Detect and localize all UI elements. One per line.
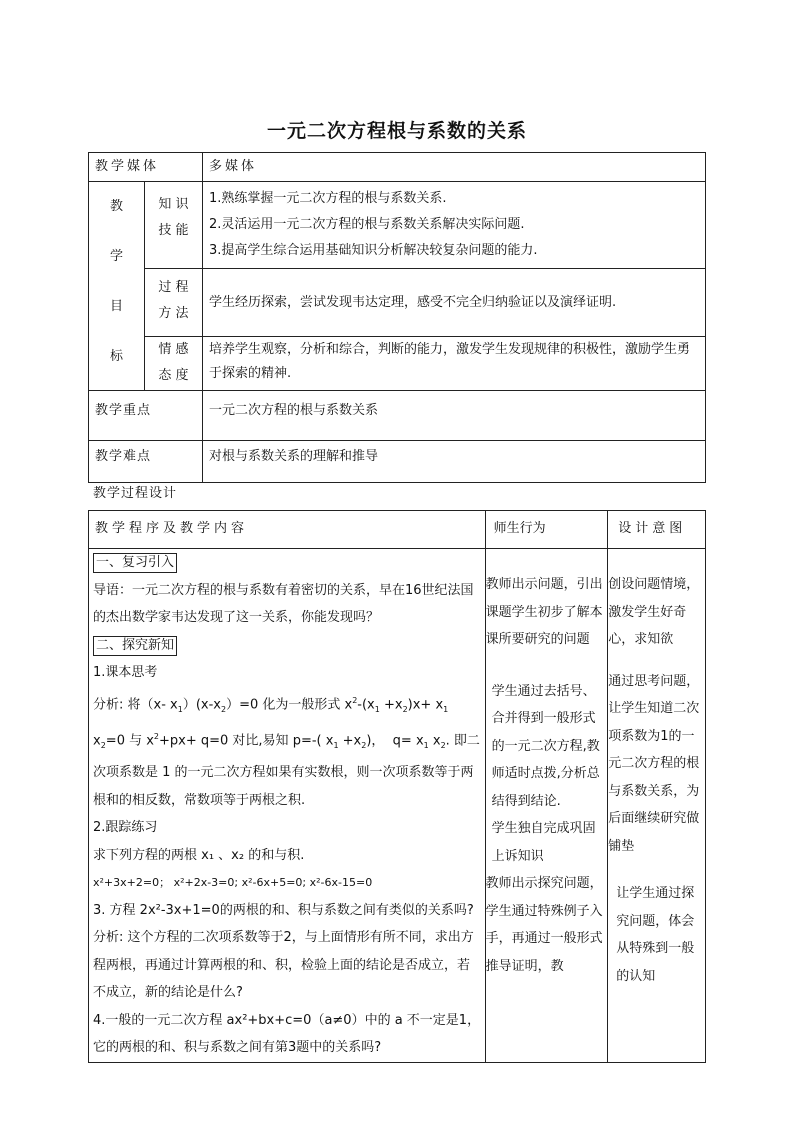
goals-char: 教 [109,199,123,214]
key-text: 一元二次方程的根与系数关系 [209,403,379,418]
process-table [88,510,706,1063]
goals-label-cell [89,182,145,391]
knowledge-item: 2.灵活运用一元二次方程的根与系数关系解决实际问题. [209,217,525,232]
media-label: 教学媒体 [95,159,160,174]
header-intent-cell [608,511,706,549]
difficulty-text: 对根与系数关系的理解和推导 [209,449,379,464]
goals-char: 目 [109,299,123,314]
goals-table [88,152,706,483]
difficulty-text-cell [203,441,706,483]
process-caption: 教学过程设计 [93,486,178,501]
key-label: 教学重点 [95,403,152,418]
knowledge-items-cell [203,182,706,269]
process-text-cell [203,269,706,337]
item1-analysis: 分析: 将（x- $x_1)(x-x_2)=0$ 化为一般形式 $x^2-(x_1 +x_2)x+ x_1$ $x_2=0$ 与 $x^2+px+ q=0$ 对比,易知 p=-( $x_1 +x_2$)， $q= x_1$ $x_2$. 即二次项系数是 1 的一元二次方程如果有实数根，则一次项系数等于两根和的相反数，常数项等于两根之积. [93,695,480,808]
header-behavior: 师生行为 [493,521,546,536]
header-content-cell [89,511,486,549]
item2-title: 2.跟踪练习 [93,820,158,836]
difficulty-label: 教学难点 [95,449,152,464]
knowledge-item: 1.熟练掌握一元二次方程的根与系数关系. [209,191,447,206]
item2-equations: x²+3x+2=0； x²+2x-3=0; x²-6x+5=0; x²-6x-15=0 [93,876,373,890]
media-label-cell [89,153,203,182]
emotion-text-cell [203,337,706,391]
process-text: 学生经历探索，尝试发现韦达定理，感受不完全归纳验证以及演绎证明. [209,294,617,310]
intent-cell [608,549,706,1063]
knowledge-item: 3.提高学生综合运用基础知识分析解决较复杂问题的能力. [209,243,538,258]
key-label-cell [89,391,203,441]
header-behavior-cell [485,511,608,549]
emotion-label: 态 度 [158,368,189,383]
intent-1: 创设问题情境，激发学生好奇心，求知欲 [608,577,700,647]
item2-prompt: 求下列方程的两根 x₁ 、x₂ 的和与积. [93,847,305,863]
knowledge-label: 知 识 [158,197,189,212]
process-label-cell [145,269,203,337]
behavior-2: 学生通过去括号、合并得到一般形式的一元二次方程,教师适时点拨,分析总结得到结论. [491,683,600,809]
item1-title: 1.课本思考 [93,665,158,680]
difficulty-label-cell [89,441,203,483]
section-review-heading: 一、复习引入 [93,553,177,573]
item4-text: 4.一般的一元二次方程 ax²+bx+c=0（a≠0）中的 a 不一定是1，它的两根的和、积与系数之间有第3题中的关系吗? [93,1012,481,1056]
page-title: 一元二次方程根与系数的关系 [266,120,527,142]
header-content: 教学程序及教学内容 [95,521,249,536]
process-label: 过 程 [158,280,189,295]
behavior-1: 教师出示问题，引出课题学生初步了解本课所要研究的问题 [485,577,603,647]
goals-char: 标 [109,349,123,364]
knowledge-label: 技 能 [158,223,189,238]
item3-text: 3. 方程 2x²-3x+1=0的两根的和、积与系数之间有类似的关系吗? [93,902,474,918]
emotion-label-cell [145,337,203,391]
emotion-text: 培养学生观察，分析和综合，判断的能力，激发学生发现规律的积极性，激励学生勇于探索的精神. [209,342,691,381]
knowledge-label-cell [145,182,203,269]
section-explore-heading: 二、探究新知 [93,636,177,656]
key-text-cell [203,391,706,441]
behavior-4: 教师出示探究问题，学生通过特殊例子入手，再通过一般形式推导证明，教 [485,876,603,974]
item3-analysis: 分析: 这个方程的二次项系数等于2，与上面情形有所不同，求出方程两根，再通过计算两根的和、积，检验上面的结论是否成立，若不成立，新的结论是什么? [93,930,474,1001]
behavior-3: 学生独自完成巩固上诉知识 [491,821,596,864]
behavior-cell [485,549,608,1063]
emotion-label: 情 感 [158,342,189,357]
content-cell [89,549,486,1063]
media-value-cell [203,153,706,182]
header-intent: 设计意图 [618,521,687,536]
process-label: 方 法 [158,306,189,321]
intent-3: 让学生通过探究问题，体会从特殊到一般的认知 [616,886,695,984]
media-value: 多媒体 [209,159,258,174]
intent-2: 通过思考问题，让学生知道二次项系数为1的一元二次方程的根与系数关系，为后面继续研究做铺垫 [608,673,700,854]
intro-text: 导语：一元二次方程的根与系数有着密切的关系，早在16世纪法国的杰出数学家韦达发现了这一关系，你能发现吗？ [93,582,474,625]
goals-char: 学 [109,249,123,264]
